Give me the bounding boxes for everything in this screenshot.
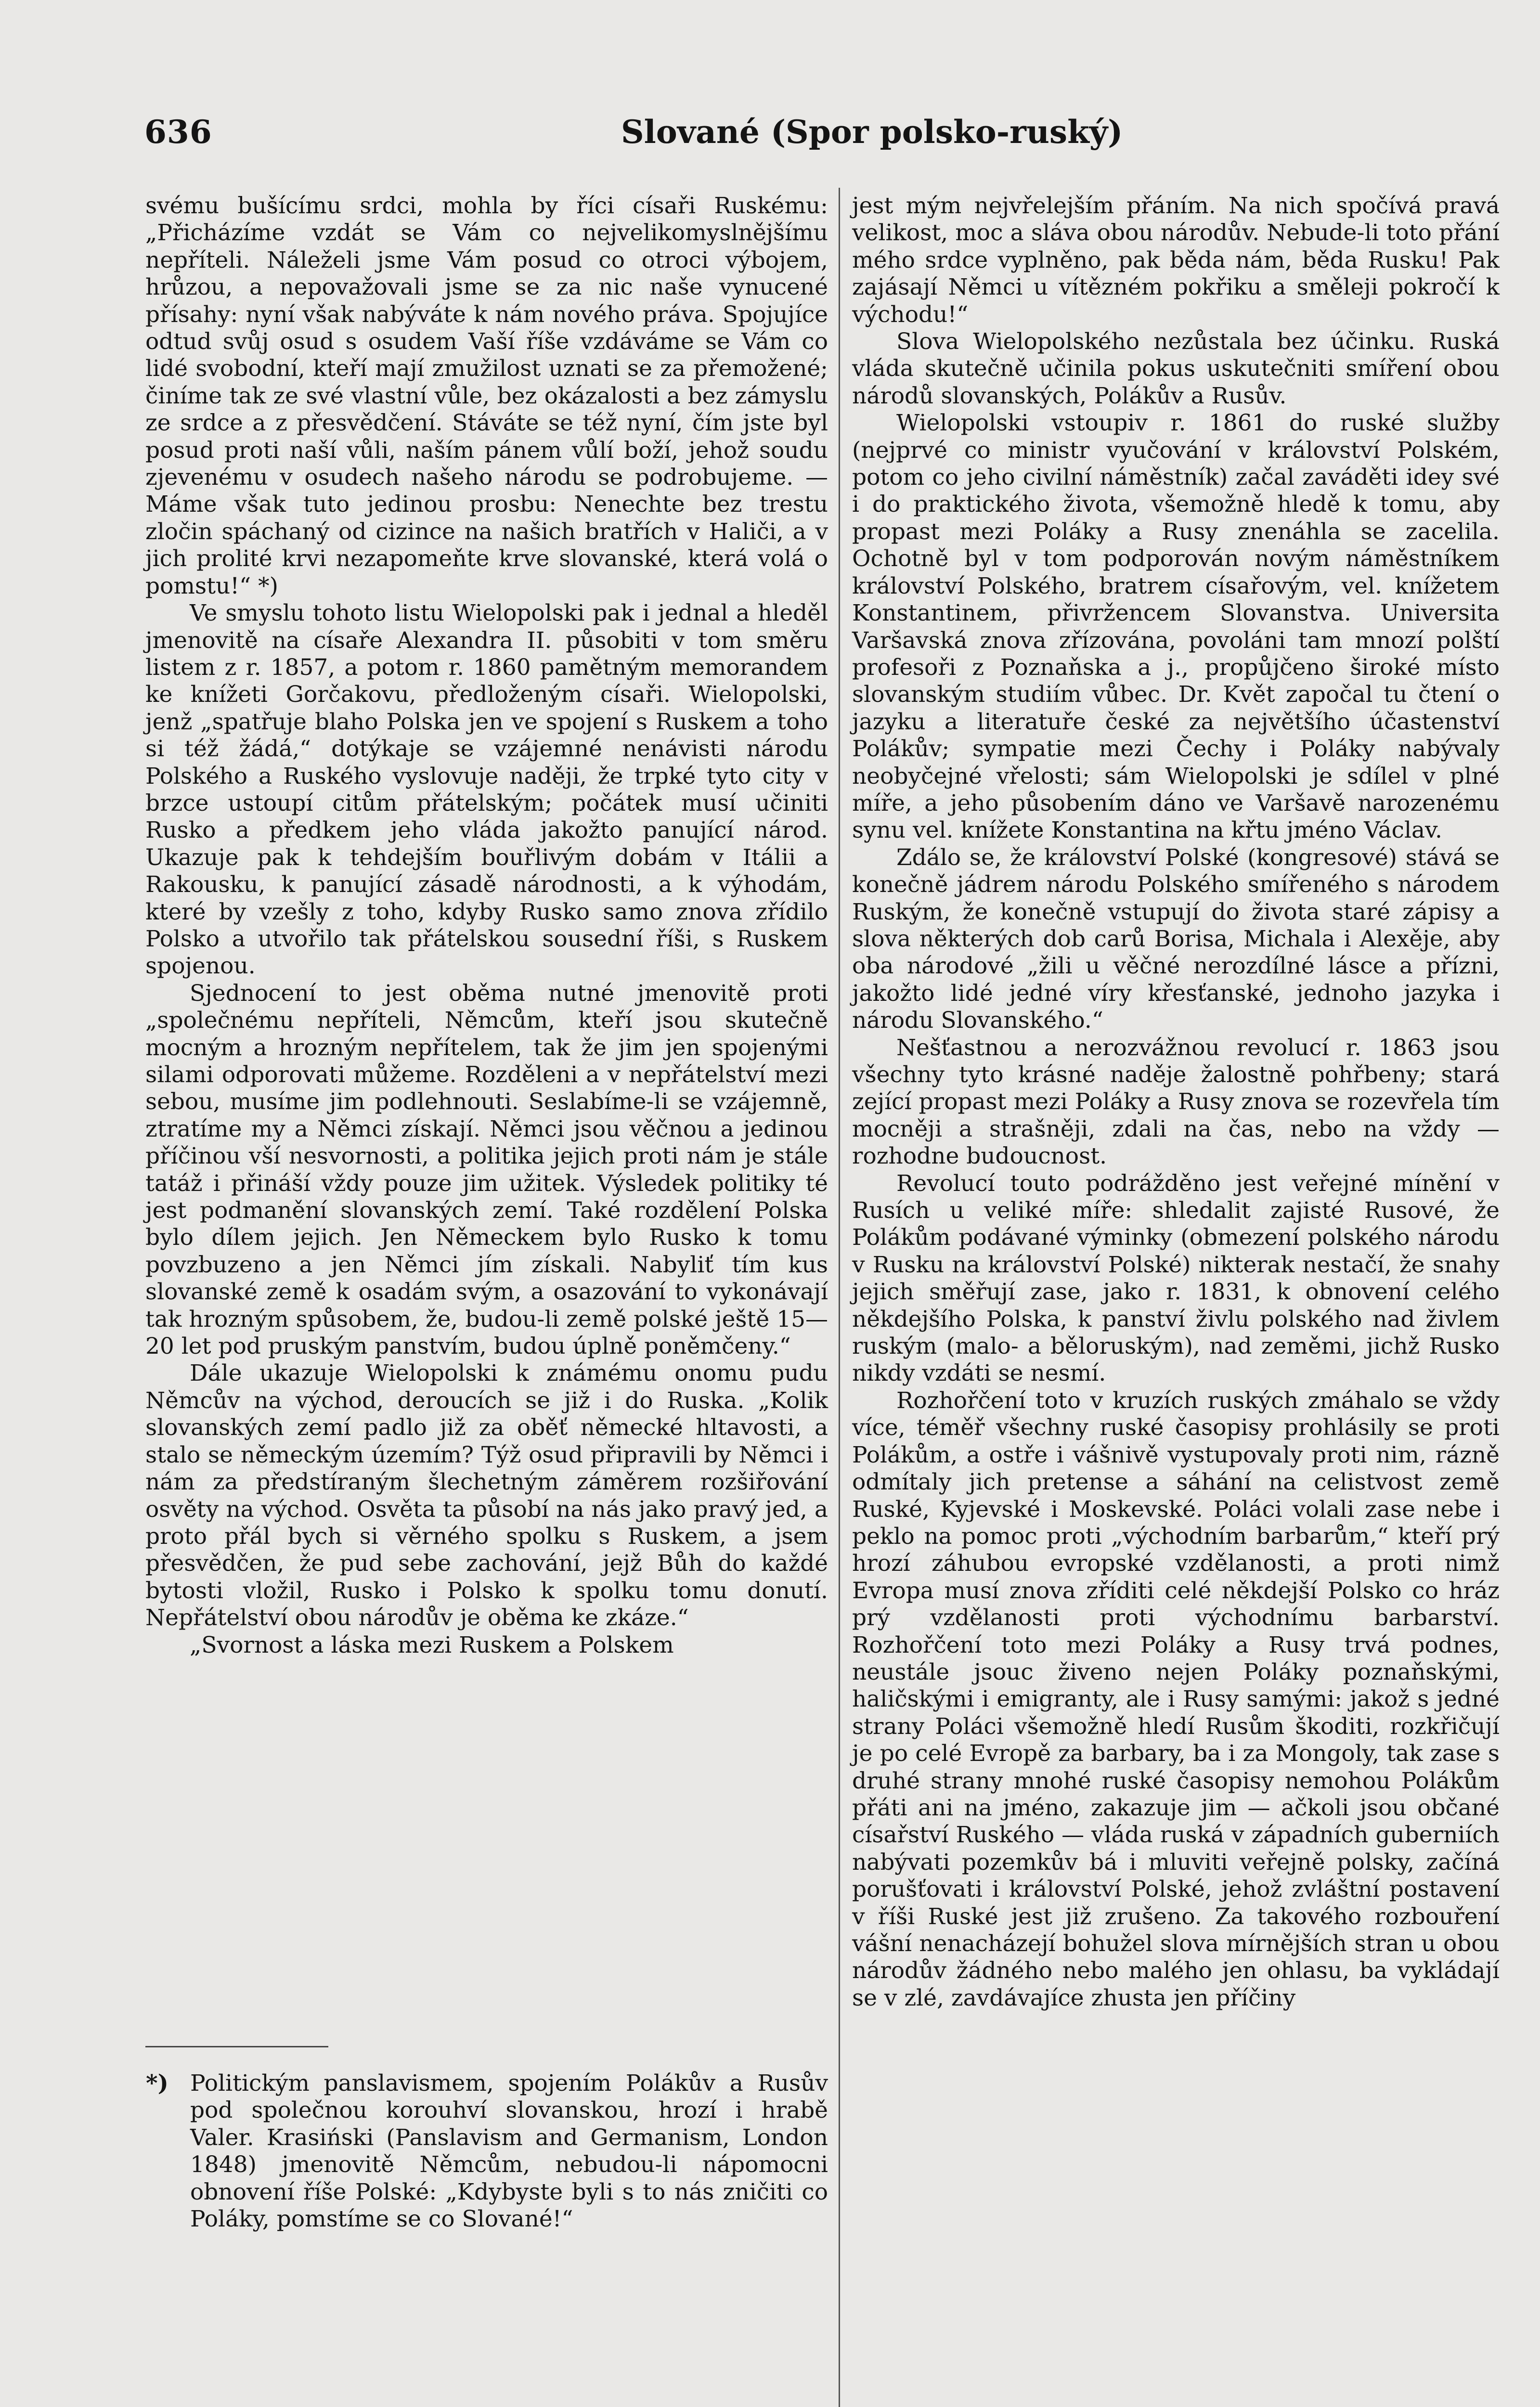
- footnote-rule: [145, 2046, 328, 2047]
- paragraph: „Svornost a láska mezi Ruskem a Polskem: [190, 1631, 674, 1658]
- paragraph: Nešťastnou a nerozvážnou revolucí r. 1863 jsou všechny tyto krásné naděje žalostně pohřbeny; stará zející propast mezi Poláky a Rusy znova se rozevřela tím mocněji a strašněji, zdali na čas, nebo na vždy — rozhodne budoucnost.: [852, 1034, 1500, 1170]
- paragraph: Wielopolski vstoupiv r. 1861 do ruské služby (nejprvé co ministr vyučování v království Polském, potom co jeho civilní náměstník) začal zaváděti idey své i do praktického života, všemožně hledě k tomu, aby propast mezi Poláky a Rusy znenáhla se zacelila. Ochotně byl v tom podporován novým náměstníkem království Polského, bratrem císařovým, vel. knížetem Konstantinem, přivržencem Slovanstva. Universita Varšavská znova zřízována, povoláni tam mnozí polští profesoři z Poznaňska a j., propůjčeno široké místo slovanským studiím vůbec. Dr. Květ započal tu čtení o jazyku a literatuře české za největšího účastenství Polákův; sympatie mezi Čechy i Poláky nabývaly neobyčejné vřelosti; sám Wielopolski je sdílel v plné míře, a jeho působením dáno ve Varšavě narozenému synu vel. knížete Konstantina na křtu jméno Václav.: [852, 410, 1500, 844]
- paragraph: Rozhořčení toto v kruzích ruských zmáhalo se vždy více, téměř všechny ruské časopisy prohlásily se proti Polákům, a ostře i vášnivě vystupovaly proti nim, rázně odmítaly jich pretense a sáhání na celistvost země Ruské, Kyjevské i Moskevské. Poláci volali zase nebe i peklo na pomoc proti „východním barbarům,“ kteří prý hrozí záhubou evropské vzdělanosti, a proti nimž Evropa musí znova zříditi celé někdejší Polsko co hráz prý vzdělanosti proti východnímu barbarství. Rozhořčení toto mezi Poláky a Rusy trvá podnes, neustále jsouc živeno nejen Poláky poznaňskými, haličskými i emigranty, ale i Rusy samými: jakož s jedné strany Poláci všemožně hledí Rusům škoditi, rozkřičují je po celé Evropě za barbary, ba i za Mongoly, tak zase s druhé strany mnohé ruské časopisy nemohou Polákům přáti ani na jméno, zakazuje jim — ačkoli jsou občané císařství Ruského — vláda ruská v západních guberniích nabývati pozemkův bá i mluviti veřejně polsky, začíná porušťovati i království Polské, jehož zvláštní postavení v říši Ruské jest již zrušeno. Za takového rozbouření vášní nenacházejí bohužel slova mírnějších stran u obou národův žádného nebo malého jen ohlasu, ba vykládají se v zlé, zavdávajíce zhusta jen příčiny: [852, 1387, 1500, 2011]
- paragraph: Revolucí touto podrážděno jest veřejné mínění v Rusích u veliké míře: shledalit zajisté Rusové, že Polákům podávané výminky (obmezení polského národu v Rusku na království Polské) nikterak nestačí, že snahy jejich směřují zase, jako r. 1831, k obnovení celého někdejšího Polska, k panství živlu polského nad živlem ruským (malo- a běloruským), nad zeměmi, jichž Rusko nikdy vzdáti se nesmí.: [852, 1170, 1500, 1387]
- footnote-text: Politickým panslavismem, spojením Polákův a Rusův pod společnou korouhví slovanskou, hrozí i hrabě Valer. Krasiński (Panslavism and Germanism, London 1848) jmenovitě Němcům, nebudou-li nápomocni obnovení říše Polské: „Kdybyste byli s to nás zničiti co Poláky, pomstíme se co Slované!“: [190, 2070, 828, 2233]
- page-header: [144, 113, 1516, 159]
- page-number: 636: [144, 113, 212, 151]
- paragraph: Ve smyslu tohoto listu Wielopolski pak i jednal a hleděl jmenovitě na císaře Alexandra II. působiti v tom směru listem z r. 1857, a potom r. 1860 pamětným memorandem ke knížeti Gorčakovu, předloženým císaři. Wielopolski, jenž „spatřuje blaho Polska jen ve spojení s Ruskem a toho si též žádá,“ dotýkaje se vzájemné nenávisti národu Polského a Ruského vyslovuje naději, že trpké tyto city v brzce ustoupí citům přátelským; počátek musí učiniti Rusko a předkem jeho vláda jakožto panující národ. Ukazuje pak k tehdejším bouřlivým dobám v Itálii a Rakousku, k panující zásadě národnosti, a k výhodám, které by vzešly z toho, kdyby Rusko samo znova zřídilo Polsko a utvořilo tak přátelskou sousední říši, s Ruskem spojenou.: [145, 600, 828, 980]
- footnote-mark: *): [146, 2070, 168, 2096]
- footnote: [146, 2070, 828, 2320]
- paragraph: Dále ukazuje Wielopolski k známému onomu pudu Němcův na východ, deroucích se již i do Ruska. „Kolik slovanských zemí padlo již za oběť německé hltavosti, a stalo se německým územím? Týž osud připravili by Němci i nám za předstíraným šlechetným záměrem rozšiřování osvěty na východ. Osvěta ta působí na nás jako pravý jed, a proto přál bych si věrného spolku s Ruskem, a jsem přesvědčen, že pud sebe zachování, jejž Bůh do každé bytosti vložil, Rusko i Polsko k spolku tomu donutí. Nepřátelství obou národův je oběma ke zkáze.“: [145, 1360, 828, 1631]
- paragraph: svému bušícímu srdci, mohla by říci císaři Ruskému: „Přicházíme vzdát se Vám co nejvelikomyslnějšímu nepříteli. Náleželi jsme Vám posud co otroci výbojem, hrůzou, a nepovažovali jsme se za nic naše vynucené přísahy: nyní však nabýváte k nám nového práva. Spojujíce odtud svůj osud s osudem Vaší říše vzdáváme se Vám co lidé svobodní, kteří mají zmužilost uznati se za přemožené; činíme tak ze své vlastní vůle, bez okázalosti a bez zámyslu ze srdce a z přesvědčení. Stáváte se též nyní, čím jste byl posud proti naší vůli, naším pánem vůlí boží, jehož soudu zjevenému v osudech našeho národu se podrobujeme. — Máme však tuto jedinou prosbu: Nenechte bez trestu zločin spáchaný od cizince na našich bratřích v Haliči, a v jich prolité krvi nezapomeňte krve slovanské, která volá o pomstu!“ *): [145, 193, 828, 599]
- paragraph: Slova Wielopolského nezůstala bez účinku. Ruská vláda skutečně učinila pokus uskutečniti smíření obou národů slovanských, Polákův a Rusův.: [852, 328, 1500, 409]
- right-column: [852, 193, 1500, 2407]
- paragraph: Sjednocení to jest oběma nutné jmenovitě proti „společnému nepříteli, Němcům, kteří jsou skutečně mocným a hrozným nepřítelem, tak že jim jen spojenými silami odporovati můžeme. Rozděleni a v nepřátelství mezi sebou, musíme jim podlehnouti. Seslabíme-li se vzájemně, ztratíme my a Němci získají. Němci jsou věčnou a jedinou příčinou vší nesvornosti, a politika jejich proti nám je stále tatáž i přináší vždy pouze jim užitek. Výsledek politiky té jest podmanění slovanských zemí. Také rozdělení Polska bylo dílem jejich. Jen Německem bylo Rusko k tomu povzbuzeno a jen Němci jím získali. Nabyliť tím kus slovanské země k osadám svým, a osazování to vykonávají tak hrozným spůsobem, že, budou-li země polské ještě 15—20 let pod pruským panstvím, budou úplně poněmčeny.“: [145, 980, 828, 1360]
- paragraph: Zdálo se, že království Polské (kongresové) stává se konečně jádrem národu Polského smířeného s národem Ruským, že konečně vstupují do života staré zápisy a slova některých dob carů Borisa, Michala i Alexěje, aby oba národové „žili u věčné nerozdílné lásce a přízni, jakožto lidé jedné víry křesťanské, jednoho jazyka i národu Slovanského.“: [852, 844, 1500, 1034]
- column-divider: [839, 188, 840, 2407]
- paragraph: jest mým nejvřelejším přáním. Na nich spočívá pravá velikost, moc a sláva obou národův. Nebude-li toto přání mého srdce vyplněno, pak běda nám, běda Rusku! Pak zajásají Němci u vítězném pokřiku a směleji pokročí k východu!“: [852, 193, 1500, 328]
- running-title: Slované (Spor polsko-ruský): [621, 113, 1123, 151]
